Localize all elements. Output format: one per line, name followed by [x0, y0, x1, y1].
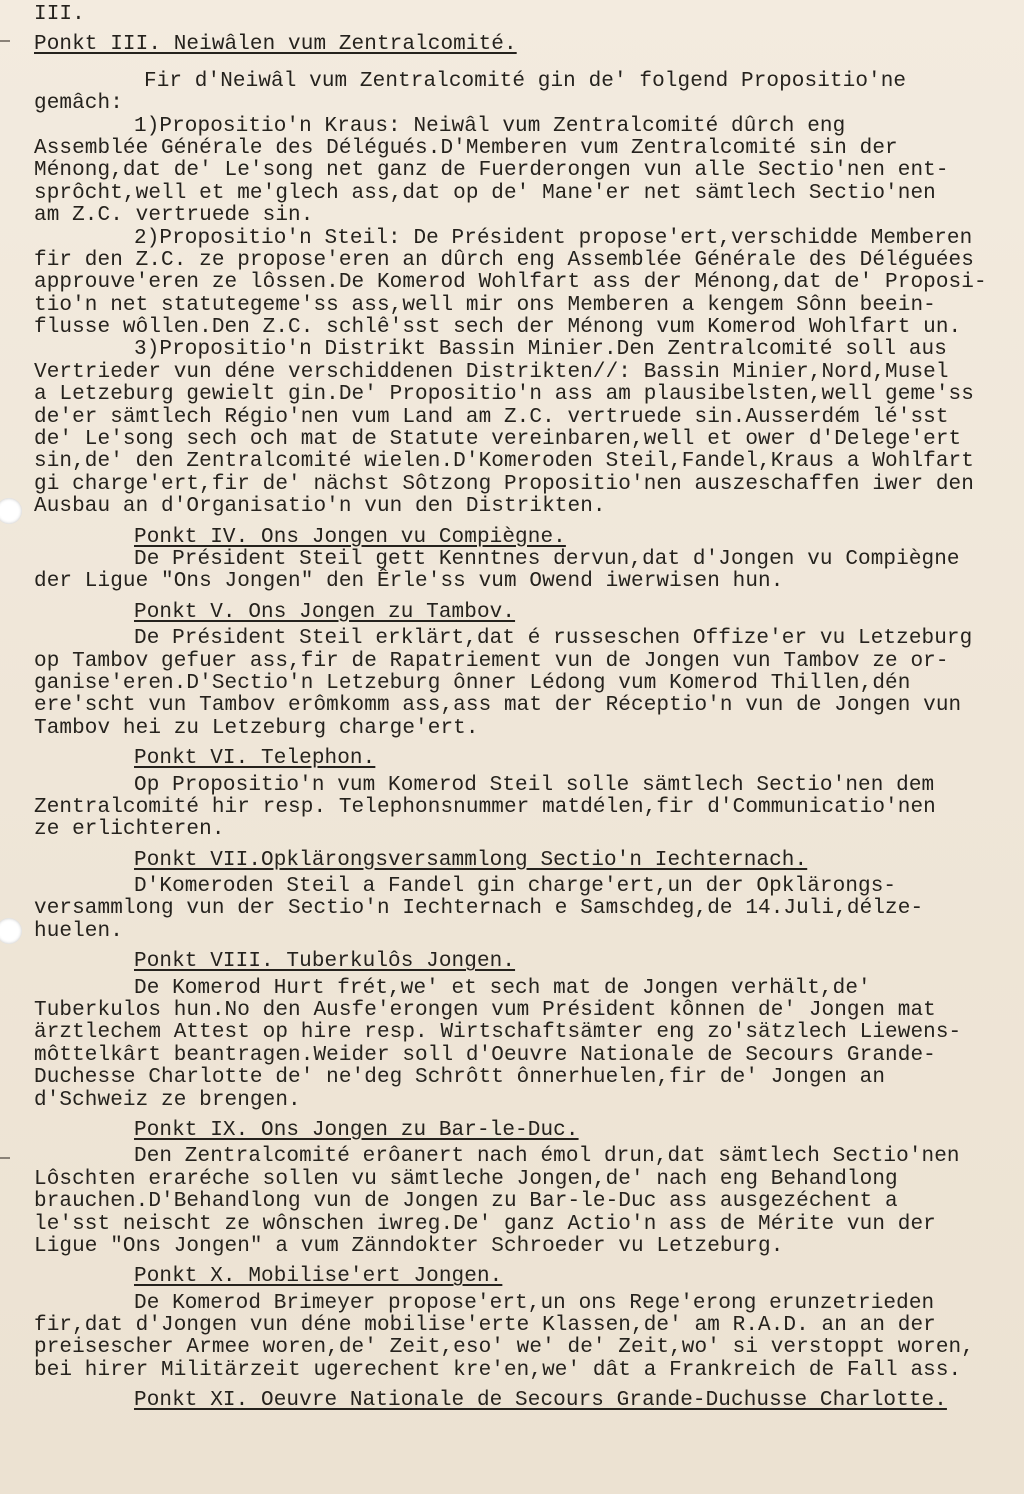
section-heading-punkt-8: Ponkt VIII. Tuberkulôs Jongen.	[134, 950, 516, 974]
paragraph-line: 3)Propositio'n Distrikt Bassin Minier.Den Zentralcomité soll aus	[134, 338, 947, 362]
paragraph-line: Duchesse Charlotte de' ne'deg Schrôtt ônnerhuelen,fir de' Jongen an	[34, 1066, 886, 1090]
paragraph-line: a Letzeburg gewielt gin.De' Propositio'n ass am plausibelsten,well geme'ss	[34, 383, 974, 407]
section-heading-punkt-9: Ponkt IX. Ons Jongen zu Bar-le-Duc.	[134, 1118, 579, 1142]
paragraph-line: approuve'eren ze lôssen.De Komerod Wohlfart ass der Ménong,dat de' Proposi-	[34, 271, 987, 295]
paragraph-line: Zentralcomité hir resp. Telephonsnummer matdélen,fir d'Communicatio'nen	[34, 795, 936, 819]
section-heading-punkt-11: Ponkt XI. Oeuvre Nationale de Secours Grande-Duchusse Charlotte.	[134, 1389, 947, 1413]
paragraph-line: Assemblée Générale des Délégués.D'Memberen vum Zentralcomité sin der	[34, 136, 898, 160]
document-text	[34, 4, 1009, 1413]
paragraph-line: sprôcht,well et me'glech ass,dat op de' Mane'er net sämtlech Sectio'nen	[34, 181, 936, 205]
paragraph-line: De Komerod Hurt frét,we' et sech mat de Jongen verhält,de'	[134, 976, 871, 1000]
paragraph-line: preisescher Armee woren,de' Zeit,eso' we' de' Zeit,wo' si verstoppt woren,	[34, 1336, 974, 1360]
paragraph-line: ärztlechem Attest op hire resp. Wirtschaftsämter eng zo'sätzlech Liewens-	[34, 1021, 962, 1045]
paragraph-line: le'sst neischt ze wônschen iwreg.De' ganz Actio'n ass de Mérite vun der	[34, 1212, 936, 1236]
paragraph-line: flusse wôllen.Den Z.C. schlê'sst sech der Ménong vum Komerod Wohlfart un.	[34, 316, 962, 340]
paragraph-line: bei hirer Militärzeit ugerechent kre'en,we' dât a Frankreich de Fall ass.	[34, 1358, 962, 1382]
section-heading-punkt-4: Ponkt IV. Ons Jongen vu Compiègne.	[134, 525, 566, 549]
paragraph-line: der Ligue "Ons Jongen" den Êrle'ss vum Owend iwerwisen hun.	[34, 570, 784, 594]
paragraph-line: am Z.C. vertruede sin.	[34, 204, 314, 228]
paragraph-line: brauchen.D'Behandlong vun de Jongen zu Bar-le-Duc ass ausgezéchent a	[34, 1190, 898, 1214]
paragraph-line: Ménong,dat de' Le'song net ganz de Fuerderongen vun alle Sectio'nen ent-	[34, 159, 949, 183]
paragraph-line: versammlong vun der Sectio'n Iechternach e Samschdeg,de 14.Juli,délze-	[34, 897, 924, 921]
punch-hole	[0, 498, 22, 524]
paragraph-line: gemâch:	[34, 92, 123, 116]
paragraph-line: Tuberkulos hun.No den Ausfe'erongen vum Président kônnen de' Jongen mat	[34, 999, 936, 1023]
paragraph-line: Vertrieder vun déne verschiddenen Distrikten//: Bassin Minier,Nord,Musel	[34, 360, 949, 384]
paragraph-line: De Komerod Brimeyer propose'ert,un ons Rege'erong erunzetrieden	[134, 1291, 935, 1315]
paragraph-line: d'Schweiz ze brengen.	[34, 1088, 301, 1112]
paragraph-line: Ligue "Ons Jongen" a vum Zänndokter Schroeder vu Letzeburg.	[34, 1234, 784, 1258]
paragraph-line: 1)Propositio'n Kraus: Neiwâl vum Zentralcomité dûrch eng	[134, 114, 846, 138]
paragraph-line: De Président Steil gett Kenntnes dervun,dat d'Jongen vu Compiègne	[134, 547, 960, 571]
paragraph-line: de'er sämtlech Régio'nen vum Land am Z.C. vertruede sin.Ausserdém lé'sst	[34, 405, 949, 429]
paragraph-line: Tambov hei zu Letzeburg charge'ert.	[34, 716, 479, 740]
paragraph-line: 2)Propositio'n Steil: De Président propose'ert,verschidde Memberen	[134, 226, 973, 250]
section-heading-punkt-10: Ponkt X. Mobilise'ert Jongen.	[134, 1265, 503, 1289]
section-heading-punkt-3: Ponkt III. Neiwâlen vum Zentralcomité.	[34, 33, 517, 57]
paragraph-line: ze erlichteren.	[34, 818, 225, 842]
paragraph-line: Ausbau an d'Organisatio'n vun den Distrikten.	[34, 495, 606, 519]
paragraph-line: D'Komeroden Steil a Fandel gin charge'ert,un der Opklärongs-	[134, 875, 897, 899]
section-heading-punkt-6: Ponkt VI. Telephon.	[134, 747, 376, 771]
paragraph-line: tio'n net statutegeme'ss ass,well mir ons Memberen a kengem Sônn beein-	[34, 293, 936, 317]
paragraph-line: Fir d'Neiwâl vum Zentralcomité gin de' folgend Propositio'ne	[144, 69, 907, 93]
paragraph-line: fir,dat d'Jongen vun déne mobilise'erte Klassen,de' am R.A.D. an an der	[34, 1314, 936, 1338]
paragraph-line: Lôschten eraréche sollen vu sämtleche Jongen,de' nach eng Behandlong	[34, 1167, 898, 1191]
section-heading-punkt-7: Ponkt VII.Opklärongsversammlong Sectio'n Iechternach.	[134, 848, 808, 872]
paragraph-line: De Président Steil erklärt,dat é russeschen Offize'er vu Letzeburg	[134, 627, 973, 651]
paragraph-line: gi charge'ert,fir de' nächst Sôtzong Propositio'nen auszeschaffen iwer den	[34, 472, 974, 496]
page-number: III.	[34, 3, 85, 26]
paragraph-line: Den Zentralcomité erôanert nach émol drun,dat sämtlech Sectio'nen	[134, 1145, 960, 1169]
paragraph-line: huelen.	[34, 919, 123, 943]
paragraph-line: fir den Z.C. ze propose'eren an dûrch eng Assemblée Générale des Déléguées	[34, 248, 974, 272]
paragraph-line: ganise'eren.D'Sectio'n Letzeburg ônner Lédong vum Komerod Thillen,dén	[34, 671, 911, 695]
margin-mark	[0, 40, 10, 42]
section-heading-punkt-5: Ponkt V. Ons Jongen zu Tambov.	[134, 600, 516, 624]
paragraph-line: sin,de' den Zentralcomité wielen.D'Komeroden Steil,Fandel,Kraus a Wohlfart	[34, 450, 974, 474]
paragraph-line: môttelkârt beantragen.Weider soll d'Oeuvre Nationale de Secours Grande-	[34, 1043, 936, 1067]
punch-hole	[0, 918, 22, 944]
paragraph-line: op Tambov gefuer ass,fir de Rapatriement vun de Jongen vun Tambov ze or-	[34, 649, 949, 673]
paragraph-line: Op Propositio'n vum Komerod Steil solle sämtlech Sectio'nen dem	[134, 773, 935, 797]
margin-mark	[0, 1157, 10, 1159]
paragraph-line: ere'scht vun Tambov erômkomm ass,ass mat der Réceptio'n vun de Jongen vun	[34, 694, 962, 718]
paragraph-line: de' Le'song sech och mat de Statute vereinbaren,well et ower d'Delege'ert	[34, 428, 962, 452]
